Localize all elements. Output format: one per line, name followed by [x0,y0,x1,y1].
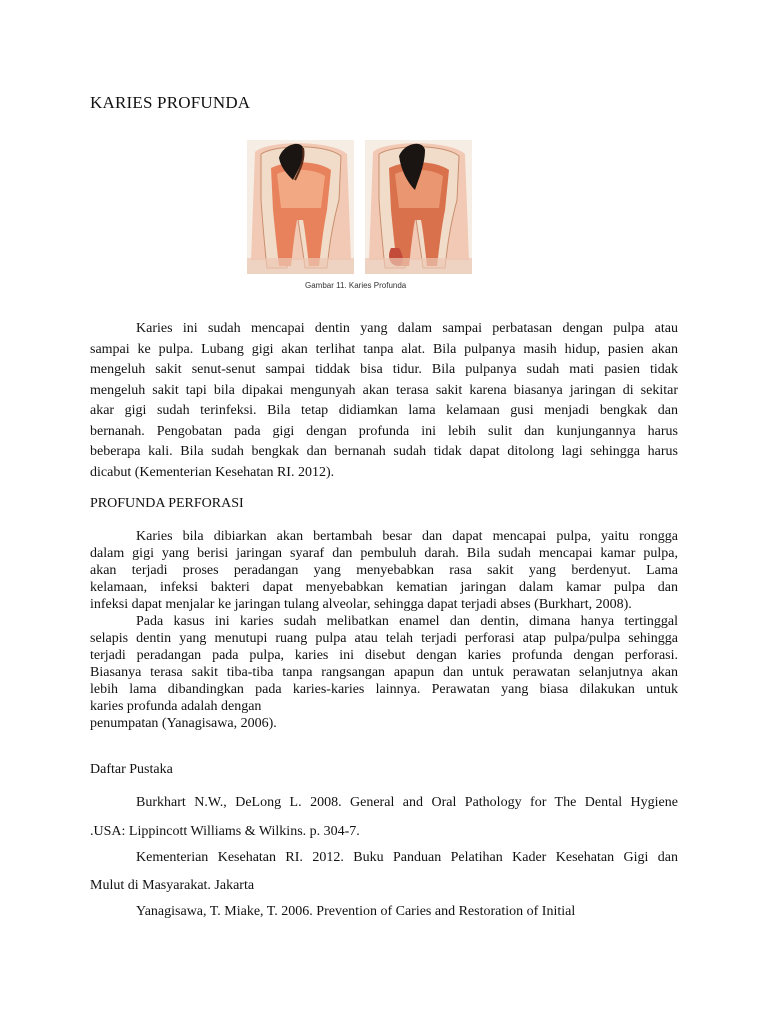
reference-entry [90,850,678,866]
paragraph-line: Karies ini sudah mencapai dentin yang dalam sampai perbatasan dengan pulpa atau [136,321,678,336]
paragraph-profunda-perforasi [90,528,678,613]
reference-line: .USA: Lippincott Williams & Wilkins. p. 304-7. [90,824,360,839]
reference-line: Mulut di Masyarakat. Jakarta [90,878,255,893]
reference-entry [90,795,678,811]
paragraph-line: Biasanya terasa sakit tiba-tiba tanpa rangsangan apapun dan untuk perawatan selanjutnya akan [90,665,678,680]
section-heading-profunda-perforasi: PROFUNDA PERFORASI [90,496,244,511]
paragraph-line: mengeluh sakit tapi bila dipakai mengunyah akan terasa sakit karena biasanya jaringan di sekitar [90,382,678,398]
reference-entry-continued [90,878,678,894]
paragraph-kasus-perforasi [90,613,678,732]
reference-entry-continued [90,824,678,840]
paragraph-line: sampai ke pulpa. Lubang gigi akan terlihat tanpa alat. Bila pulpanya masih hidup, pasien akan [90,341,678,357]
tooth-illustration-right [365,140,472,274]
paragraph-line: karies profunda adalah dengan [90,699,262,714]
paragraph-line: penumpatan (Yanagisawa, 2006). [90,716,277,731]
paragraph-line: infeksi dapat menjalar ke jaringan tulang alveolar, sehingga dapat terjadi abses (Burkhart, 2008). [90,597,632,612]
reference-entry [90,904,678,920]
tooth-illustration-left [247,140,354,274]
paragraph-line: Pada kasus ini karies sudah melibatkan enamel dan dentin, dimana hanya tertinggal [136,614,678,629]
paragraph-line: terjadi peradangan pada pulpa, karies ini disebut dengan karies profunda dengan perforasi. [90,648,678,663]
paragraph-line: bernanah. Pengobatan pada gigi dengan profunda ini lebih sulit dan kunjungannya harus [90,423,678,439]
tooth-figure [247,140,487,290]
paragraph-line: beberapa kali. Bila sudah bengkak dan bernanah sudah tidak dapat ditolong lagi sehingga harus [90,444,678,459]
paragraph-line: akar gigi sudah terinfeksi. Bila tetap didiamkan lama kelamaan gusi menjadi bengkak dan [90,403,678,418]
reference-line: Yanagisawa, T. Miake, T. 2006. Prevention of Caries and Restoration of Initial [136,904,576,919]
page-title: KARIES PROFUNDA [90,93,251,112]
references-heading: Daftar Pustaka [90,762,173,777]
paragraph-line: dicabut (Kementerian Kesehatan RI. 2012). [90,464,335,480]
paragraph-line: kelamaan, infeksi bakteri dapat menyebabkan kematian jaringan dalam kamar pulpa dan [90,580,678,595]
paragraph-line: Karies bila dibiarkan akan bertambah besar dan dapat mencapai pulpa, yaitu rongga [136,529,678,544]
reference-line: Burkhart N.W., DeLong L. 2008. General and Oral Pathology for The Dental Hygiene [136,795,678,810]
figure-caption: Gambar 11. Karies Profunda [305,281,407,290]
paragraph-line: akan terjadi proses peradangan yang menyebabkan rasa sakit yang berdenyut. Lama [90,563,678,578]
paragraph-line: mengeluh sakit senut-senut sampai tiddak bisa tidur. Bila pulpanya sudah mati pasien tidak [90,362,678,377]
paragraph-line: dalam gigi yang berisi jaringan syaraf dan pembuluh darah. Bila sudah mencapai kamar pulpa, [90,546,678,561]
paragraph-line: lebih lama dibandingkan pada karies-karies lainnya. Perawatan yang biasa dilakukan untuk [90,682,678,697]
paragraph-karies-profunda [90,319,678,483]
paragraph-line: selapis dentin yang menutupi ruang pulpa atau telah terjadi perforasi atap pulpa/pulpa sehingga [90,631,678,646]
reference-line: Kementerian Kesehatan RI. 2012. Buku Panduan Pelatihan Kader Kesehatan Gigi dan [136,850,678,865]
